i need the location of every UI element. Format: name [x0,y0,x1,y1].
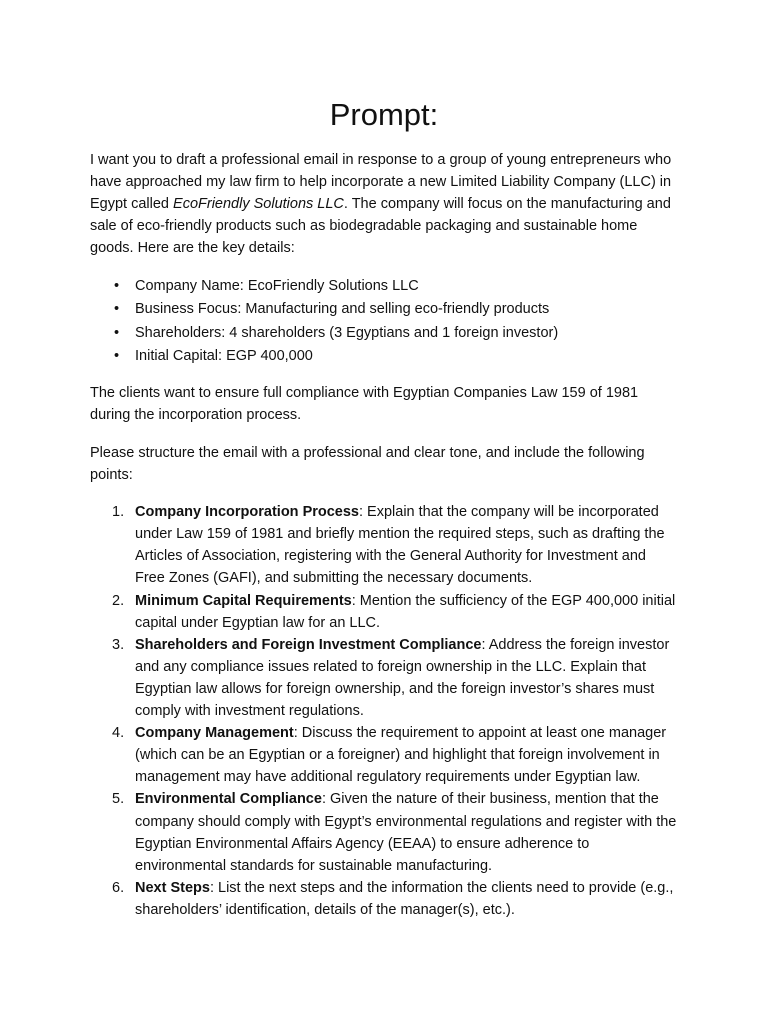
point-text: : Explain that the company will be incorporated under Law 159 of 1981 and briefly mention the required steps, such as drafting the Articles of Association, registering with the General Authority for Investment and Free Zones (GAFI), and submitting the necessary documents. [135,504,665,587]
intro-text-start: I want you to draft a professional email in response to a group of young entrepreneurs who have approached my law firm to help incorporate a new Limited Liability Company (LLC) in Egypt called [90,152,672,212]
list-item [90,877,678,921]
list-item [90,275,678,298]
point-heading: Company Management [135,725,294,742]
bullet-icon: • [114,278,120,294]
bullet-icon: • [114,324,120,341]
detail-text: Initial Capital: EGP 400,000 [135,347,313,364]
bullet-icon: • [114,301,120,318]
points-list [90,501,678,921]
list-item [90,722,678,788]
list-item [90,590,678,634]
list-item [90,788,678,876]
detail-text: Company Name: EcoFriendly Solutions LLC [135,278,419,294]
bullet-icon: • [114,347,120,364]
point-text: : List the next steps and the information the clients need to provide (e.g., shareholders’ identification, details of the manager(s), etc.). [135,879,674,918]
point-heading: Shareholders and Foreign Investment Compliance [135,636,482,653]
point-number: 5. [112,791,125,808]
list-item [90,501,678,589]
point-number: 6. [112,879,125,896]
intro-text-end: . The company will focus on the manufacturing and sale of eco-friendly products such as biodegradable packaging and sustainable home goods. Here are the key details: [90,196,671,256]
point-text: : Given the nature of their business, mention that the company should comply with Egypt’s environmental regulations and register with the Egyptian Environmental Affairs Agency (EEAA) to ensure adherence to environmental standards for sustainable manufacturing. [135,791,677,874]
list-item [90,298,678,321]
point-text: : Mention the sufficiency of the EGP 400,000 initial capital under Egyptian law for an LLC. [135,592,676,631]
detail-text: Shareholders: 4 shareholders (3 Egyptians and 1 foreign investor) [135,324,559,341]
point-heading: Company Incorporation Process [135,504,359,521]
details-list [90,275,678,368]
point-heading: Next Steps [135,879,210,896]
point-number: 1. [112,504,125,521]
point-number: 4. [112,725,125,742]
detail-text: Business Focus: Manufacturing and selling eco-friendly products [135,301,550,318]
point-heading: Environmental Compliance [135,791,322,808]
point-number: 3. [112,636,125,653]
point-number: 2. [112,592,125,609]
intro-paragraph [90,149,678,259]
point-heading: Minimum Capital Requirements [135,592,352,609]
compliance-paragraph: The clients want to ensure full compliance with Egyptian Companies Law 159 of 1981 during the incorporation process. [90,385,639,424]
point-text: : Discuss the requirement to appoint at least one manager (which can be an Egyptian or a foreigner) and highlight that foreign involvement in management may have additional regulatory requirements under Egyptian law. [135,725,667,786]
structure-paragraph: Please structure the email with a professional and clear tone, and include the following points: [90,445,645,484]
list-item [90,345,678,368]
point-text: : Address the foreign investor and any compliance issues related to foreign ownership in the LLC. Explain that Egyptian law allows for foreign ownership, and the foreign investor’s shares must comply with investment regulations. [135,636,670,720]
page-title: Prompt: [329,97,439,132]
list-item [90,322,678,345]
list-item [90,634,678,722]
intro-company-name: EcoFriendly Solutions LLC [173,196,344,212]
